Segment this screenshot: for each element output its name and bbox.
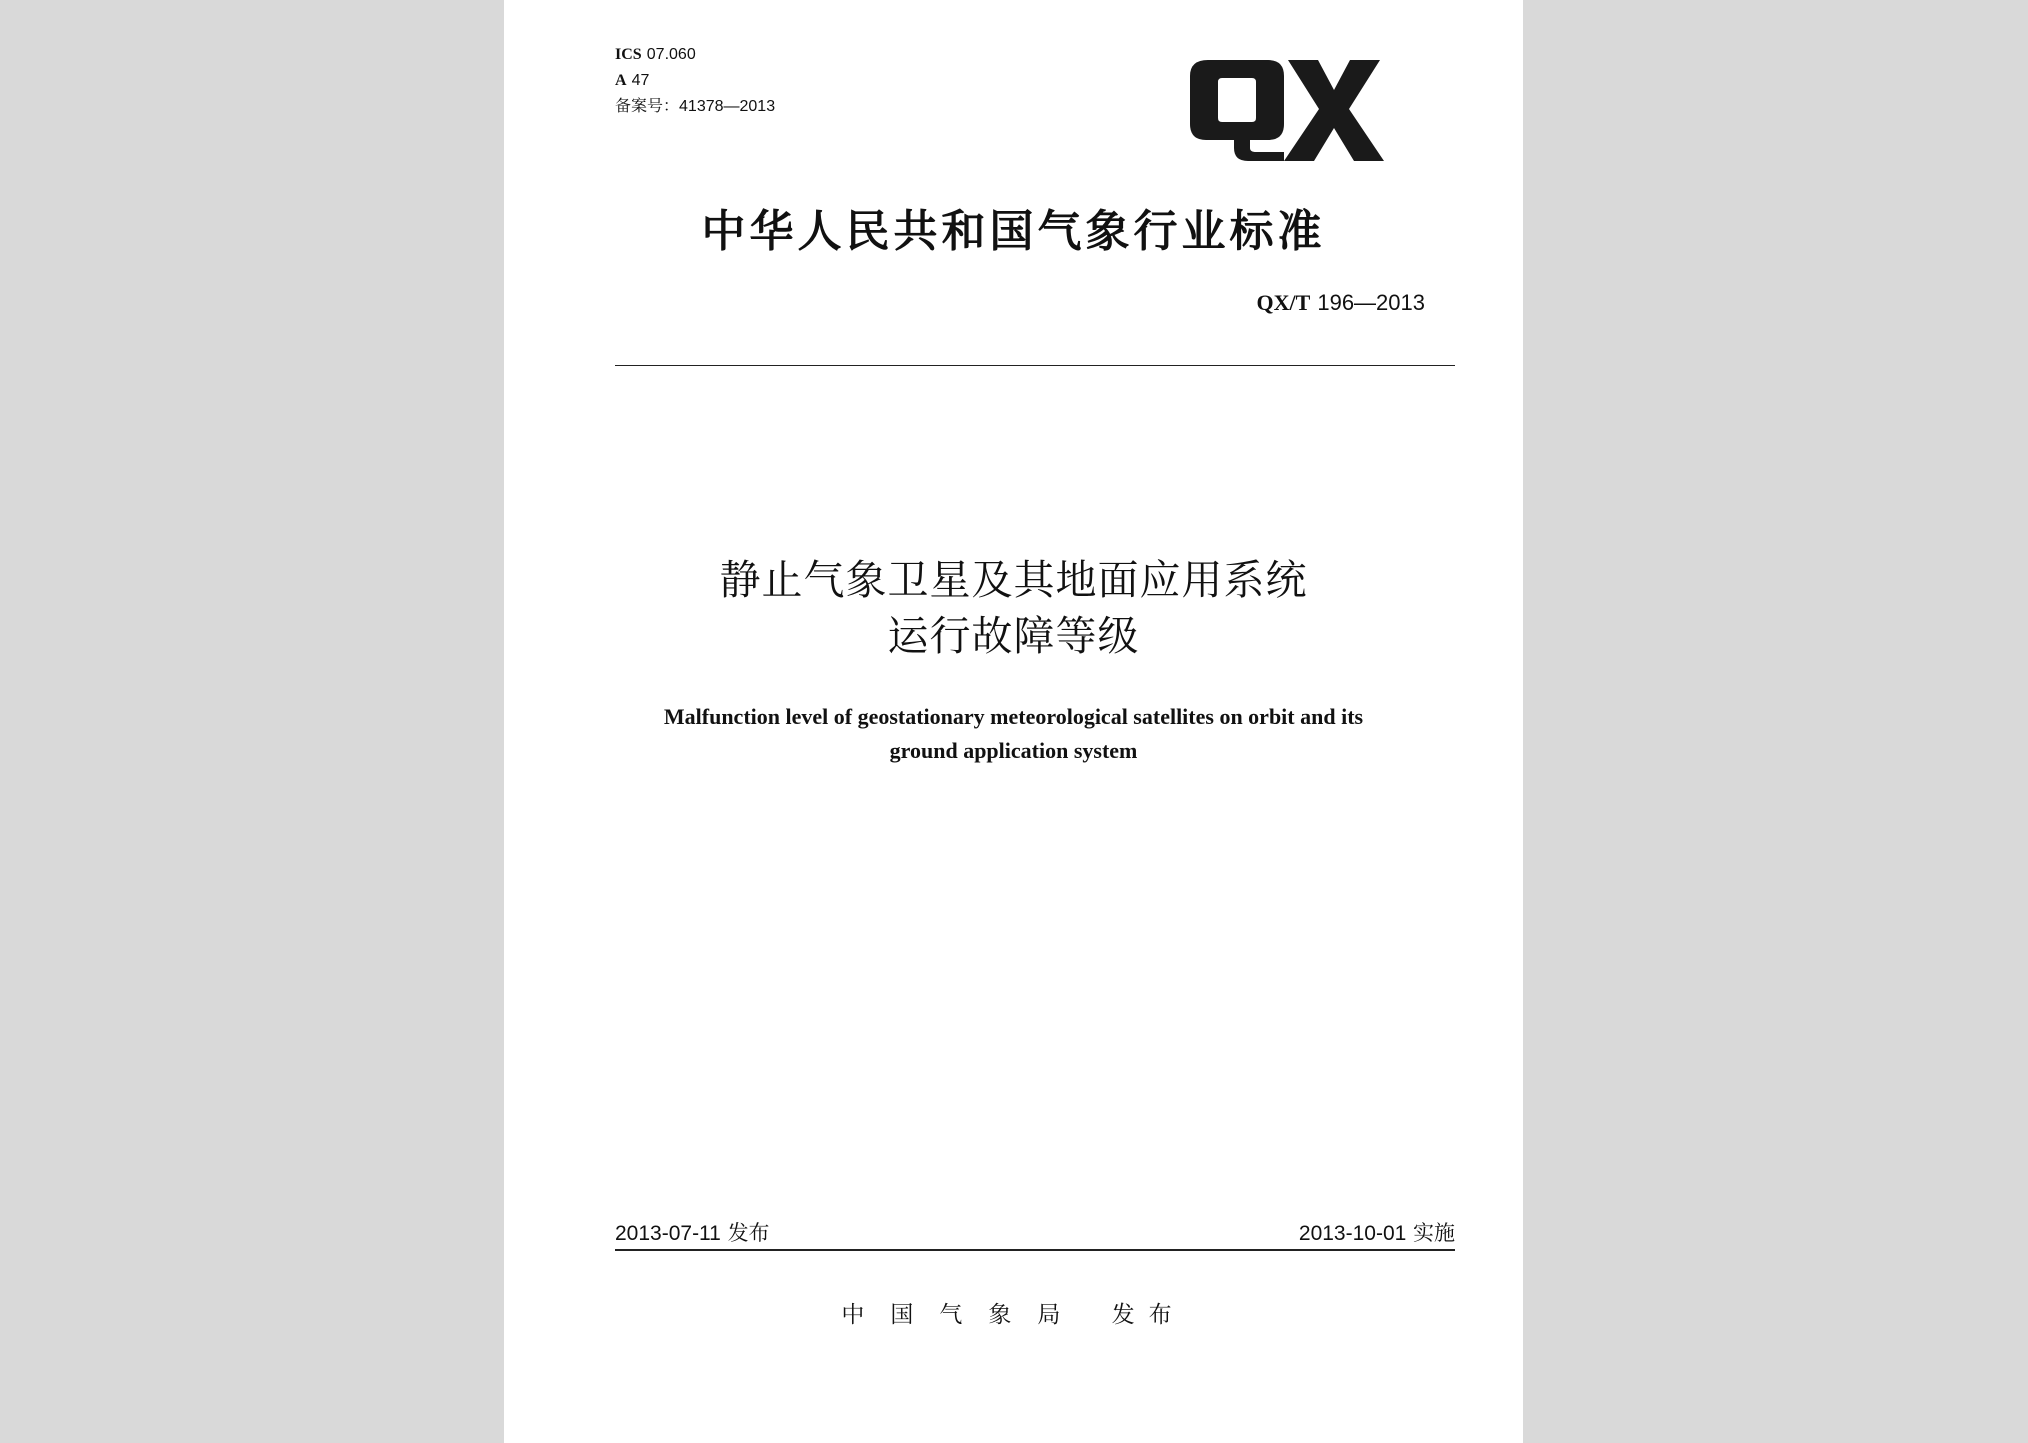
ccs-value: 47 [631,72,650,89]
ics-code [615,44,696,65]
implementation-date-label: 实施 [1413,1221,1455,1245]
chinese-title-line2: 运行故障等级 [887,612,1140,660]
ics-value: 07.060 [646,46,696,63]
ccs-label: A [615,72,627,89]
chinese-title-line1: 静止气象卫星及其地面应用系统 [719,556,1308,604]
organization-title: 中华人民共和国气象行业标准 [701,206,1326,257]
ics-label: ICS [615,46,642,63]
english-title-line2: ground application system [889,738,1138,763]
implementation-date-value: 2013-10-01 [1298,1222,1407,1245]
qx-logo [1186,58,1386,163]
document-page [504,0,1523,1443]
record-label: 备案号： [615,96,680,115]
standard-number [1257,290,1425,316]
implementation-date [1299,1217,1455,1247]
standard-number-value: 196—2013 [1317,290,1425,315]
record-value: 41378—2013 [679,98,776,115]
publisher [504,1296,1523,1329]
issue-date-label: 发布 [727,1221,770,1245]
english-title [504,700,1523,768]
chinese-title [504,552,1523,664]
english-title-line1: Malfunction level of geostationary meteorological satellites on orbit and its [663,704,1364,729]
top-divider [615,365,1455,366]
ccs-code [615,70,649,91]
standard-prefix: QX/T [1256,290,1311,315]
issue-date-value: 2013-07-11 [615,1222,721,1245]
bottom-divider [615,1249,1455,1251]
publisher-action: 发布 [1111,1302,1186,1328]
record-number [615,96,775,117]
publisher-name: 中国气象局 [841,1302,1087,1328]
issue-date [615,1217,770,1247]
